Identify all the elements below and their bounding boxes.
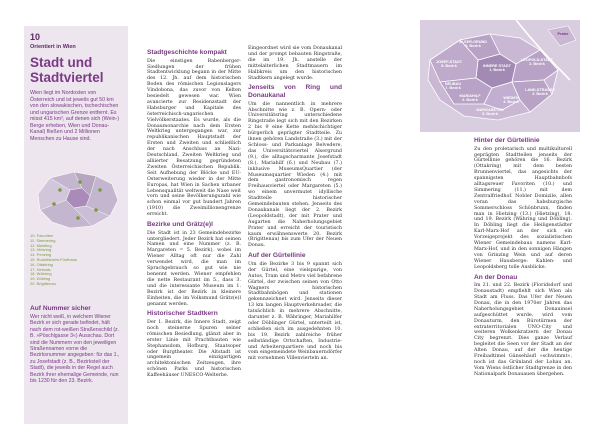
heading-bezirke: Bezirke und Grätz(e)l	[147, 221, 213, 229]
district-label: NEUBAU 7. Bezirk	[444, 82, 462, 91]
heading-ring-donaukanal: Jenseits von Ring und Donaukanal	[248, 84, 342, 100]
heading-an-der-donau: An der Donau	[474, 273, 518, 281]
article-column-a	[147, 46, 241, 381]
paragraph: Eingeordnet wird sie vom Donaukanal und der prompt bebauten Ringstraße, die im 19. Jh. anstelle der mittelalterlichen Stadtmauern im Halbkreis um den historischen Stadtkern angelegt wurde.	[248, 46, 342, 81]
article-column-d	[474, 134, 572, 380]
paragraph: Die Stadt ist in 23 Gemeindebezirke untergliedert. Jeder Bezirk hat seinen Namen und eine Nummer (z. B. Margareten = 5. Bezirk), wobei im Wiener Alltag oft nur die Zahl verwendet wird, die man im Sprachgebrauch so gut wie nie benennt werden. Wiener empfehlen die nette Restaurant im 5., dass 3. und die interessante Museum im 1. Bezirk ist der Bezirk in kleinere Einheiten, die im Volksmund Grätz(e)l genannt werden.	[147, 230, 241, 307]
heading-stadtkern: Historischer Stadtkern	[147, 310, 218, 318]
legend-item: 16. Ottakring	[30, 262, 53, 267]
district-label: LAND-STRASSE 3. Bezirk	[525, 88, 555, 97]
legend-item: 13. Hietzing	[30, 248, 52, 253]
district-label: MARIAHILF 6. Bezirk	[459, 94, 481, 103]
legend-item: 14. Penzing	[30, 253, 52, 258]
paragraph: Zu den proletarisch und multikulturell geprägten Stadtteilen jenseits der Gürtellinie gehören die 16. Bezirk (Ottakring) mit dem besten Brunnenviertel, das angesichts der spannigsten Hauptbahnhofs alltagsreuer Favoriten (10.) und Simmering (11.) mit dem Zentralfriedhof. Nobler Domizile, allen voran das habsburgische Sommerschloss Schönbrunn, finden man in Hietzing (13.) (Hietzing), 18. und 19. Bezirk (Währing und Döbling). In Döbling liegt die Heiligenstädter Karl-Marx-Hof an der sich ein Vorzeigeprojekt des sozialistischen Wiener Gemeindebaus namens Karl-Marx-Hof, und in den sonnigen Hängen von Grinzing Wein und auf deren Wiener Hausberge: Kahlen- und Leopoldsberg tolle Ausblicke.	[474, 146, 572, 270]
district-label: LEOPOLD-STADT 2. Bezirk	[521, 58, 553, 67]
legend-item: 19. Döbling	[30, 277, 51, 282]
paragraph: Der 1. Bezirk, die Innere Stadt, zeigt noch steinerne Spuren seiner römischen Besiedlung, glänzt aber in erster Linie mit Prachtbauten wie Stephansdom, Hofburg, Staatsoper oder Burgtheater. Die Altstadt ist ungemein einzigartigen architektonischen Zeitzeugen, ihre schönen Parks und historischen Kaffeehäuser UNESCO-Welterbe.	[147, 320, 241, 379]
legend-item: 11. Simmering	[30, 238, 56, 243]
legend-item: 20. Brigittenau	[30, 281, 56, 286]
paragraph: Um die Bezirke 3 bis 9 spannt sich der Gürtel, eine vielspurige, von Autos, Tram und Metro viel befahrene Gürtel, der zwischen seinen von Otto Wagners historischen Stadtbahnbögen und stationen gekennzeichnet wird. Jenseits dieser 13 km langen Hauptverkehrsader, die tatsächlich in mehrere Abschnitte, darunter z. B. Währinger, Mariahilfer oder Döblinger Gürtel, unterteilt ist, schließen sich im ausgedehnten 10. bis 19. Bezirk zahlreiche früher selbständige Ortschaften, Industrie- und Arbeiterquartiere und noch bis vom eingemeindete Weinbauerndörfer mit vornehmen Villenvierteln an.	[248, 261, 342, 362]
page-number: 10	[30, 32, 41, 42]
sidebar-subtitle: Auf Nummer sicher	[30, 305, 91, 312]
map-label-prater: Prater	[557, 32, 569, 36]
city-district-map	[420, 20, 580, 132]
legend-item: 15. Rudolfsheim-Fünfhaus	[30, 257, 77, 262]
district-label: JOSEF-STADT 8. Bezirk	[435, 60, 463, 69]
legend-item: 10. Favoriten	[30, 234, 54, 238]
heading-guertellinie: Auf der Gürtellinie	[248, 252, 306, 260]
district-label: WIEDEN 4. Bezirk	[503, 96, 519, 105]
district-label: MARGARETEN 5. Bezirk	[476, 108, 504, 117]
paragraph: Die einstigen Babenberger-Siedlungen der frühen Stadtentwicklung begann in der Mitte des 12. Jh. auf dem historischen Boden des römischen Legionslagers Vindobona, das zuvor von Kelten besiedelt gewesen war. Wien avancierte zur Residenzstadt der Habsburger und Kapitale des österreichisch-ungarischen Vielvölkerstaates. Es wurde, als die Donaumonarchie nach dem Ersten Weltkrieg untergegangen war, zur republikanischen Hauptstadt der Ersten und Zweiten und schließlich der nach Anschluss an Nazi-Deutschland, Zweiten Weltkrieg und alliierter Besatzung gegründeten Zweiten Österreichischen Republik. Seit Aufhebung der Blöcke und EU-Osterweiterung wieder in der Mitte Europas, hat Wien in Sachen urbaner Lebensqualität weltweit die Nase weit vorn und seine Bevölkerungszahl wie schon einmal vor gut hundert Jahren (1910) die Zweimillionengrenze erreicht.	[147, 58, 241, 218]
district-label: ALSER-GRUND 9. Bezirk	[458, 40, 488, 49]
district-label: INNERE STADT 1. Bezirk	[483, 64, 511, 73]
heading-stadtgeschichte: Stadtgeschichte kompakt	[147, 49, 227, 56]
legend-item: 18. Währing	[30, 272, 52, 277]
legend-item: 12. Meidling	[30, 243, 52, 248]
section-title: Stadt und Stadtviertel	[30, 55, 104, 85]
chapter-title: Orientiert in Wien	[30, 44, 76, 50]
paragraph: Im 21. und 22. Bezirk (Floridsdorf und Donaustadt) empfiehlt sich Wien als Stadt am Fluss. Das Ufer der Neuen Donau, die in den 1970er Jahren das Naherholungsgebiet Donauinsel aufgeschüttet wurde, wird vom Donauturm, den Bürotürmen der extraterritorialen UNO-City und weiteren Wolkenkratzern der Donau City begrenzt. Dies ganze Verlauf begleitet die Seen vor der Stadt an der Alten Donau, auf der die heutige Freibadtimel Gänsehäufl »schwimmt«, noch ist das Grünland der Lobau an. Vom Wiens östlicher Stadtgrenze in den Nationalpark Donauauen übergehen.	[474, 283, 572, 377]
paragraph: Um die nannentlich in mehrere Abschnitte wie z. B. Opern- oder Universitätsring unterschiedene Ringstraße legt sich mit den Bezirken 2 bis 9 eine Kette mehlschichtiger bürgerlich geprägter Stadtteile. Zu ihnen gehören Landstraße (3.) mit der Schloss- und Parkanlage Belvedere, das Universitätsviertel Alsergrund (9.), die alltagscharmante Josefstadt (8.), Mariahilf (6.) und Neubau (7.) inklusive MuseumsQuartier (der Museumsquartier Wieden (4.) mit dem gastronomisch regen Freihausviertel oder Margareten (5.) wo einem unvermutet idyllische Stadtteile historischer Gemeindebauten stehen. Jenseits des Donaukanals liegt der 2. Bezirk (Leopoldstadt), der mit Prater und Augarten die Naherholungsgebiet Prater und erreicht der touristisch kaum erwähnenswerte 20. Bezirk (Brigittenau) bis zum Ufer der Neuen Donau.	[248, 101, 342, 249]
legend-item: 17. Hernals	[30, 267, 51, 272]
intro-text: Wien liegt im Nordosten von Österreich und ist jeweils gut 50 km von den slowakischen, tschechischen und ungarischen Grenze entfernt. Es misst 415 km², auf denen sich (Wein-) Berge erheben, Wien und Donau-Kanal) fließen und 2 Millionen Menschen zu Hause sind.	[30, 90, 120, 142]
article-column-b	[248, 46, 342, 364]
heading-hinter-guertellinie: Hinter der Gürtellinie	[474, 137, 540, 144]
district-minimap	[30, 170, 122, 232]
sidebar-note: Wer nicht weiß, in welchem Wiener Bezirk er sich gerade befindet, hält nach dem rot-weißen Straßenschild (z. B. »Pöschlgasse 3«) Ausschau. Dort sind die Nummern von den jeweiligen Straßennamen vorne die Bezirksnummer angegeben: für das 1., zu Josefstadt (z. B., Bezirksteil der Stadt), die jeweils in der Regel auch Bezirk ihrer ehemalige Gemeinde, nun bis 1230 für den 23. Bezirk.	[30, 314, 120, 385]
district-legend	[30, 234, 122, 287]
